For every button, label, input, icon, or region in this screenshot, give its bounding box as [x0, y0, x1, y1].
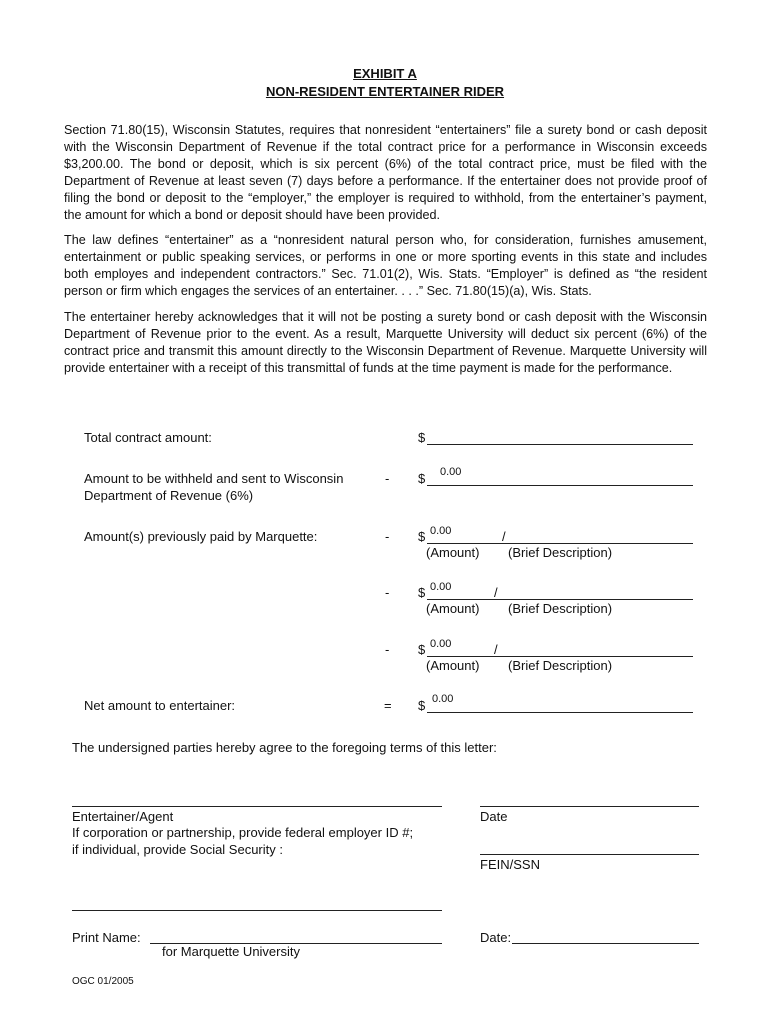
date-label: Date: [480, 809, 508, 824]
description-caption: (Brief Description): [508, 601, 613, 616]
slash-separator: /: [494, 585, 498, 600]
marquette-signature-line[interactable]: [72, 910, 442, 911]
withheld-label: Amount to be withheld and sent to Wisconsin: [84, 471, 344, 486]
paid-amount-value: 0.00: [430, 581, 452, 593]
statute-paragraph: Section 71.80(15), Wisconsin Statutes, requires that nonresident “entertainers” file a surety bond or cash deposit with the Wisconsin Department of Revenue if the total contract price for a performance in Wisconsin exceeds $3,200.00. The bond or deposit, which is six percent (6%) of the total contract price, must be filed with the Department of Revenue at least seven (7) days before a performance. If the entertainer does not provide proof of filing the bond or deposit to the “employer,” the employer is required to withhold, from the entertainer’s payment, the amount for which a bond or deposit should have been provided.: [64, 123, 707, 222]
net-amount-value: 0.00: [432, 693, 454, 705]
paid-description-field[interactable]: [490, 656, 693, 657]
agreement-statement: The undersigned parties hereby agree to the foregoing terms of this letter:: [72, 740, 497, 755]
paid-amount-field[interactable]: [427, 599, 491, 600]
minus-sign: -: [385, 529, 390, 544]
net-amount-label: Net amount to entertainer:: [84, 698, 236, 713]
footer-code: OGC 01/2005: [72, 976, 134, 987]
print-name-label: Print Name:: [72, 930, 141, 945]
minus-sign: -: [385, 471, 390, 486]
date2-field[interactable]: [512, 943, 699, 944]
slash-separator: /: [494, 642, 498, 657]
amount-caption: (Amount): [426, 601, 480, 616]
dollar-sign: $: [418, 642, 426, 657]
paid-amount-field[interactable]: [427, 656, 491, 657]
equals-sign: =: [384, 698, 392, 713]
corporation-note: If corporation or partnership, provide federal employer ID #;: [72, 825, 414, 840]
definition-paragraph: The law defines “entertainer” as a “nonresident natural person who, for consideration, furnishes amusement, entertainment or public speaking services, or performs in one or more sporting events in this state and includes both employes and independent contractors.” Sec. 71.01(2), Wis. Stats. “Employer” is defined as “the resident person or firm which engages the services of an entertainer. . . .” Sec. 71.80(15)(a), Wis. Stats.: [64, 233, 707, 298]
slash-separator: /: [502, 529, 506, 544]
amount-caption: (Amount): [426, 545, 480, 560]
paid-amount-value: 0.00: [430, 525, 452, 537]
paid-description-field[interactable]: [490, 543, 693, 544]
amount-caption: (Amount): [426, 658, 480, 673]
total-contract-field[interactable]: [427, 444, 693, 445]
fein-ssn-label: FEIN/SSN: [480, 857, 540, 872]
dollar-sign: $: [418, 585, 426, 600]
exhibit-heading: EXHIBIT A: [353, 66, 417, 81]
total-contract-label: Total contract amount:: [84, 430, 212, 445]
acknowledgement-paragraph: The entertainer hereby acknowledges that it will not be posting a surety bond or cash deposit with the Wisconsin Department of Revenue prior to the event. As a result, Marquette University will deduct six percent (6%) of the contract price and transmit this amount directly to the Wisconsin Department of Revenue. Marquette University will provide entertainer with a receipt of this transmittal of funds at the time payment is made for the performance.: [64, 310, 707, 375]
paid-amount-value: 0.00: [430, 638, 452, 650]
previously-paid-label: Amount(s) previously paid by Marquette:: [84, 529, 318, 544]
minus-sign: -: [385, 585, 390, 600]
description-caption: (Brief Description): [508, 545, 613, 560]
fein-ssn-line[interactable]: [480, 854, 699, 855]
entertainer-signature-line[interactable]: [72, 806, 442, 807]
date2-label: Date:: [480, 930, 512, 945]
minus-sign: -: [385, 642, 390, 657]
document-title: NON-RESIDENT ENTERTAINER RIDER: [265, 84, 505, 99]
withheld-label-line2: Department of Revenue (6%): [84, 488, 254, 503]
net-amount-field[interactable]: [427, 712, 693, 713]
paid-description-field[interactable]: [490, 599, 693, 600]
dollar-sign: $: [418, 430, 426, 445]
withheld-field[interactable]: [427, 485, 693, 486]
entertainer-agent-label: Entertainer/Agent: [72, 809, 174, 824]
paid-amount-field[interactable]: [427, 543, 491, 544]
dollar-sign: $: [418, 698, 426, 713]
dollar-sign: $: [418, 471, 426, 486]
dollar-sign: $: [418, 529, 426, 544]
for-marquette-label: for Marquette University: [162, 944, 300, 959]
withheld-value: 0.00: [440, 466, 462, 478]
description-caption: (Brief Description): [508, 658, 613, 673]
individual-note: if individual, provide Social Security :: [72, 842, 283, 857]
date-line[interactable]: [480, 806, 699, 807]
